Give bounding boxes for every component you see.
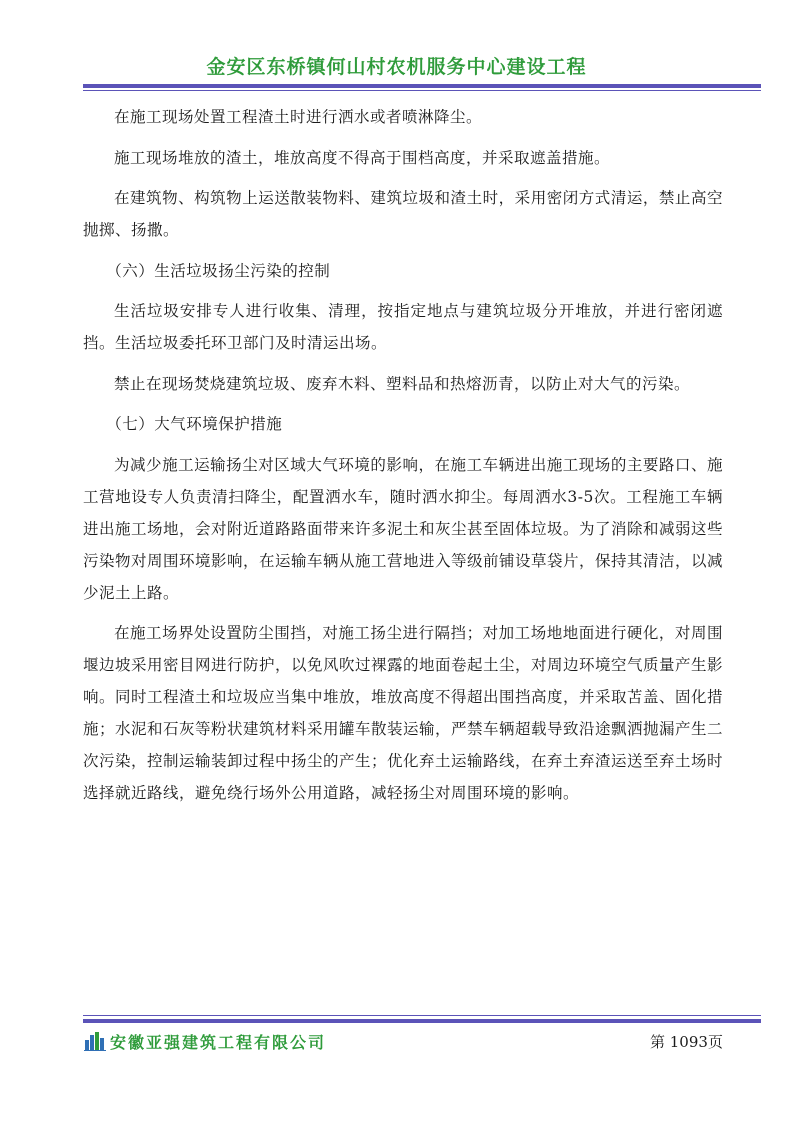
paragraph: 施工现场堆放的渣土，堆放高度不得高于围档高度，并采取遮盖措施。: [114, 148, 611, 167]
paragraph: 在施工现场处置工程渣土时进行洒水或者喷淋降尘。: [114, 108, 483, 126]
document-body: [83, 101, 723, 818]
paragraph: 在建筑物、构筑物上运送散装物料、建筑垃圾和渣土时，采用密闭方式清运，禁止高空抛掷、扬撒。: [83, 189, 723, 239]
paragraph: 在施工场界处设置防尘围挡，对施工扬尘进行隔挡；对加工场地地面进行硬化，对周围堰边坡采用密目网进行防护，以免风吹过裸露的地面卷起土尘，对周边环境空气质量产生影响。同时工程渣土和垃圾应当集中堆放，堆放高度不得超出围挡高度，并采取苫盖、固化措施；水泥和石灰等粉状建筑材料采用罐车散装运输，严禁车辆超载导致沿途飘洒抛漏产生二次污染，控制运输装卸过程中扬尘的产生；优化弃土运输路线，在弃土弃渣运送至弃土场时选择就近路线，避免绕行场外公用道路，减轻扬尘对周围环境的影响。: [83, 624, 724, 802]
building-logo-icon: [84, 1031, 106, 1051]
page-header-title: 金安区东桥镇何山村农机服务中心建设工程: [206, 56, 587, 78]
paragraph: 生活垃圾安排专人进行收集、清理，按指定地点与建筑垃圾分开堆放，并进行密闭遮挡。生活垃圾委托环卫部门及时清运出场。: [83, 302, 723, 352]
section-heading: （七）大气环境保护措施: [106, 415, 283, 433]
header-rule-thin: [83, 90, 761, 91]
paragraph: 为减少施工运输扬尘对区域大气环境的影响，在施工车辆进出施工现场的主要路口、施工营地设专人负责清扫降尘，配置洒水车，随时洒水抑尘。每周洒水3-5次。工程施工车辆进出施工场地，会对附近道路路面带来许多泥土和灰尘甚至固体垃圾。为了消除和减弱这些污染物对周围环境影响，在运输车辆从施工营地进入等级前铺设草袋片，保持其清洁，以减少泥土上路。: [83, 455, 724, 602]
footer-rule-thin: [83, 1015, 761, 1016]
footer-rule-thick: [83, 1019, 761, 1023]
header-rule-thick: [83, 84, 761, 88]
paragraph: 禁止在现场焚烧建筑垃圾、废弃木料、塑料品和热熔沥青，以防止对大气的污染。: [114, 374, 691, 393]
page-number: 第 1093页: [650, 1033, 723, 1051]
section-heading: （六）生活垃圾扬尘污染的控制: [106, 261, 331, 280]
footer-company-name: 安徽亚强建筑工程有限公司: [110, 1033, 327, 1052]
